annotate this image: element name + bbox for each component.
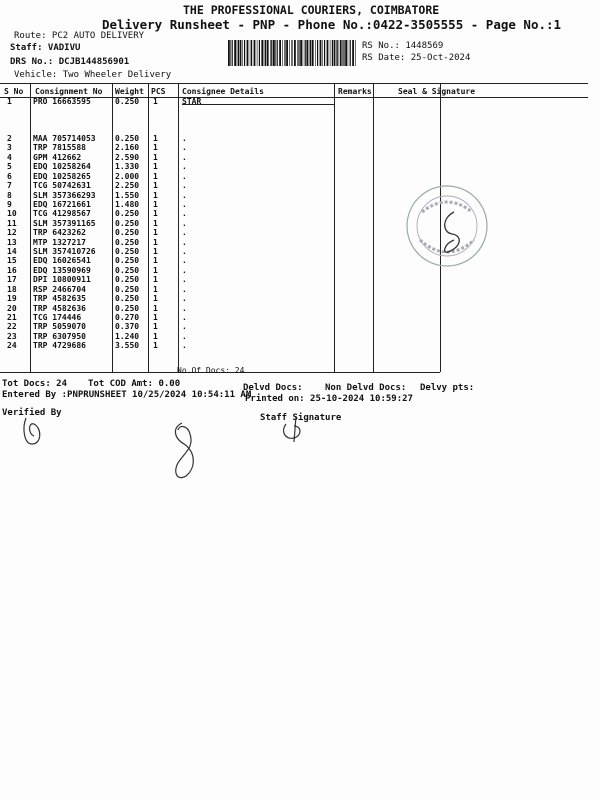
table-row — [0, 162, 600, 171]
total-cod-amount: Tot COD Amt: 0.00 — [88, 379, 181, 389]
row-consignment-no: TRP 6307950 — [33, 331, 86, 341]
staff-signature-label: Staff Signature — [260, 413, 342, 423]
col-header-consignee: Consignee Details — [182, 87, 264, 96]
row-sno: 12 — [7, 228, 17, 238]
drs-number: DRS No.: DCJB144856901 — [10, 57, 130, 67]
row-sno: 6 — [7, 171, 12, 181]
table-row — [0, 181, 600, 190]
row-consignee: . — [182, 256, 187, 266]
row-sno: 1 — [7, 97, 12, 106]
row-weight: 1.550 — [115, 190, 140, 200]
row-pcs: 1 — [153, 209, 158, 219]
row-consignee: . — [182, 322, 187, 332]
row-weight: 0.250 — [115, 237, 140, 247]
row-pcs: 1 — [153, 181, 158, 191]
row-sno: 11 — [7, 218, 17, 228]
row-pcs: 1 — [153, 303, 158, 313]
row-consignee: . — [182, 162, 187, 172]
row-weight: 3.550 — [115, 341, 140, 351]
table-row — [0, 97, 600, 106]
row-consignment-no: TRP 4729686 — [33, 341, 86, 351]
row-weight: 1.480 — [115, 199, 140, 209]
row-consignment-no: RSP 2466704 — [33, 284, 86, 294]
row-pcs: 1 — [153, 237, 158, 247]
row-weight: 2.250 — [115, 181, 140, 191]
table-row — [0, 275, 600, 284]
row-weight: 0.250 — [115, 265, 140, 275]
row-consignee: . — [182, 152, 187, 162]
row-consignment-no: TRP 4582636 — [33, 303, 86, 313]
col-header-weight: Weight — [115, 87, 144, 96]
page-title: Delivery Runsheet - PNP - Phone No.:0422-3505555 - Page No.:1 — [102, 17, 562, 32]
table-row — [0, 256, 600, 265]
row-consignee: . — [182, 218, 187, 228]
table-row — [0, 200, 600, 209]
row-pcs: 1 — [153, 190, 158, 200]
row-sno: 10 — [7, 209, 17, 219]
row-consignment-no: MTP 1327217 — [33, 237, 86, 247]
row-consignee: STAR — [182, 97, 202, 106]
row-sno: 20 — [7, 303, 17, 313]
row-pcs: 1 — [153, 134, 158, 143]
delivery-points: Delvy pts: — [420, 383, 475, 393]
row-pcs: 1 — [153, 294, 158, 304]
table-row — [0, 172, 600, 181]
row-consignee: . — [182, 284, 187, 294]
verified-by-label: Verified By — [2, 408, 62, 418]
col-header-remarks: Remarks — [338, 87, 372, 96]
row-weight: 0.250 — [115, 284, 140, 294]
barcode-image — [228, 40, 356, 66]
row-consignment-no: EDQ 16721661 — [33, 199, 91, 209]
row-pcs: 1 — [153, 228, 158, 238]
row-pcs: 1 — [153, 331, 158, 341]
row-weight: 1.330 — [115, 162, 140, 172]
row-sno: 15 — [7, 256, 17, 266]
row-sno: 18 — [7, 284, 17, 294]
row-sno: 9 — [7, 199, 12, 209]
row-sno: 3 — [7, 143, 12, 153]
row-sno: 24 — [7, 341, 17, 351]
row-consignment-no: TRP 4582635 — [33, 294, 86, 304]
row-sno: 22 — [7, 322, 17, 332]
row-consignee: . — [182, 331, 187, 341]
row-weight: 0.250 — [115, 303, 140, 313]
row-sno: 21 — [7, 312, 17, 322]
rs-number: RS No.: 1448569 — [362, 41, 444, 51]
row-consignment-no: DPI 10800911 — [33, 275, 91, 285]
row-consignee: . — [182, 265, 187, 275]
row-weight: 0.250 — [115, 275, 140, 285]
row-pcs: 1 — [153, 143, 158, 153]
printed-on: Printed on: 25-10-2024 10:59:27 — [245, 394, 413, 404]
table-row — [0, 228, 600, 237]
row-sno: 14 — [7, 247, 17, 257]
row-consignment-no: TCG 50742631 — [33, 181, 91, 191]
row-consignee: . — [182, 143, 187, 153]
row-consignment-no: SLM 357391165 — [33, 218, 96, 228]
row-sno: 17 — [7, 275, 17, 285]
table-row — [0, 285, 600, 294]
col-header-consignment: Consignment No — [35, 87, 103, 96]
row-consignee: . — [182, 209, 187, 219]
row-consignee: . — [182, 247, 187, 257]
table-row — [0, 238, 600, 247]
row-consignment-no: EDQ 10258265 — [33, 171, 91, 181]
row-weight: 2.590 — [115, 152, 140, 162]
row-weight: 0.250 — [115, 294, 140, 304]
row-pcs: 1 — [153, 171, 158, 181]
row-consignee: . — [182, 228, 187, 238]
seal-stamp — [402, 182, 492, 270]
table-row — [0, 134, 600, 143]
row-consignee: . — [182, 341, 187, 351]
total-docs: Tot Docs: 24 — [2, 379, 68, 389]
row-weight: 0.270 — [115, 312, 140, 322]
row-sno: 2 — [7, 134, 12, 143]
row-consignment-no: SLM 357410726 — [33, 247, 96, 257]
verifier-signature — [20, 414, 48, 450]
non-delivered-docs: Non Delvd Docs: — [325, 383, 407, 393]
row-weight: 0.250 — [115, 97, 140, 106]
row-pcs: 1 — [153, 275, 158, 285]
table-row — [0, 153, 600, 162]
row-pcs: 1 — [153, 312, 158, 322]
row-consignee: . — [182, 134, 187, 143]
row-sno: 4 — [7, 152, 12, 162]
table-row — [0, 332, 600, 341]
vehicle-label: Vehicle: Two Wheeler Delivery — [14, 70, 172, 80]
row-consignee: . — [182, 171, 187, 181]
row-consignee: . — [182, 312, 187, 322]
table-row — [0, 294, 600, 303]
row-pcs: 1 — [153, 97, 158, 106]
table-row — [0, 341, 600, 350]
row-weight: 1.240 — [115, 331, 140, 341]
table-row — [0, 266, 600, 275]
table-row — [0, 304, 600, 313]
row-pcs: 1 — [153, 265, 158, 275]
row-consignment-no: TRP 6423262 — [33, 228, 86, 238]
col-header-pcs: PCS — [151, 87, 166, 96]
row-consignee: . — [182, 190, 187, 200]
row-pcs: 1 — [153, 199, 158, 209]
row-sno: 23 — [7, 331, 17, 341]
row-pcs: 1 — [153, 322, 158, 332]
table-row — [0, 191, 600, 200]
row-consignment-no: TRP 5059070 — [33, 322, 86, 332]
row-consignment-no: SLM 357366293 — [33, 190, 96, 200]
staff-signature — [280, 414, 306, 446]
table-row — [0, 313, 600, 322]
table-row — [0, 209, 600, 218]
entered-by: Entered By :PNPRUNSHEET 10/25/2024 10:54:11 AM — [2, 390, 252, 400]
row-consignee: . — [182, 303, 187, 313]
route-label: Route: PC2 AUTO DELIVERY — [14, 31, 145, 41]
row-pcs: 1 — [153, 284, 158, 294]
row-sno: 16 — [7, 265, 17, 275]
row-pcs: 1 — [153, 247, 158, 257]
delivered-docs: Delvd Docs: — [243, 383, 303, 393]
row-consignment-no: EDQ 13590969 — [33, 265, 91, 275]
row-weight: 0.250 — [115, 134, 140, 143]
middle-signature — [168, 420, 200, 482]
row-consignment-no: EDQ 16026541 — [33, 256, 91, 266]
row-consignee: . — [182, 199, 187, 209]
row-sno: 13 — [7, 237, 17, 247]
row-sno: 19 — [7, 294, 17, 304]
row-weight: 0.250 — [115, 256, 140, 266]
row-weight: 2.160 — [115, 143, 140, 153]
company-name: THE PROFESSIONAL COURIERS, COIMBATORE — [183, 3, 440, 17]
row-pcs: 1 — [153, 256, 158, 266]
col-header-seal-signature: Seal & Signature — [398, 87, 476, 96]
table-row — [0, 322, 600, 331]
row-pcs: 1 — [153, 152, 158, 162]
row-consignee: . — [182, 181, 187, 191]
table-row — [0, 143, 600, 152]
row-consignee: . — [182, 237, 187, 247]
row-consignee: . — [182, 294, 187, 304]
row-consignee: . — [182, 275, 187, 285]
no-of-docs: No.Of Docs: 24 — [177, 366, 245, 375]
rs-date: RS Date: 25-Oct-2024 — [362, 53, 471, 63]
col-header-sno: S No — [4, 87, 24, 96]
table-top-rule — [0, 83, 588, 84]
row-consignment-no: TCG 174446 — [33, 312, 82, 322]
row-consignment-no: EDQ 10258264 — [33, 162, 91, 172]
row-sno: 7 — [7, 181, 12, 191]
row-weight: 0.250 — [115, 228, 140, 238]
row-pcs: 1 — [153, 218, 158, 228]
row-sno: 5 — [7, 162, 12, 172]
row-sno: 8 — [7, 190, 12, 200]
row-consignment-no: PRO 16663595 — [33, 97, 91, 106]
row-consignment-no: TRP 7815588 — [33, 143, 86, 153]
table-row — [0, 219, 600, 228]
staff-label: Staff: VADIVU — [10, 43, 81, 53]
row-weight: 2.000 — [115, 171, 140, 181]
row-weight: 0.370 — [115, 322, 140, 332]
row-weight: 0.250 — [115, 247, 140, 257]
row-pcs: 1 — [153, 341, 158, 351]
row-weight: 0.250 — [115, 218, 140, 228]
row-consignment-no: TCG 41298567 — [33, 209, 91, 219]
table-row — [0, 247, 600, 256]
row-consignment-no: GPM 412662 — [33, 152, 82, 162]
row-weight: 0.250 — [115, 209, 140, 219]
row-consignment-no: MAA 705714053 — [33, 134, 96, 143]
row-pcs: 1 — [153, 162, 158, 172]
